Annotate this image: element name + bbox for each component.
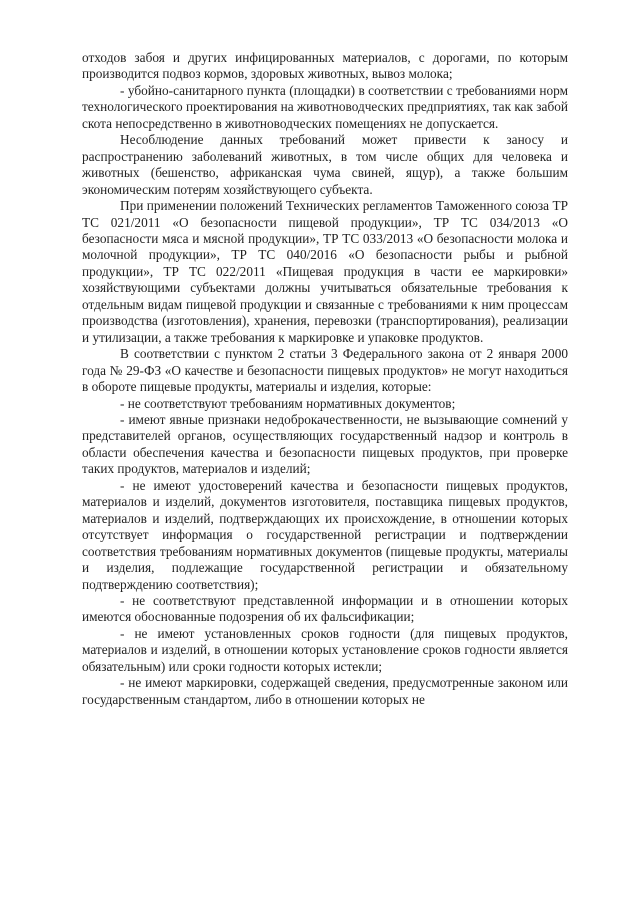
paragraph-federal-law: В соответствии с пунктом 2 статьи 3 Федерального закона от 2 января 2000 года № 29-ФЗ «О качестве и безопасности пищевых продуктов» не могут находиться в обороте пищевые продукты, материалы и изделия, которые: — [82, 346, 568, 395]
paragraph-noncompliance-risk: Несоблюдение данных требований может привести к заносу и распространению заболеваний животных, в том числе общих для человека и животных (бешенство, африканская чума свиней, ящур), а также большим экономическим потерям хозяйствующего субъекта. — [82, 132, 568, 197]
list-item-poor-quality: - имеют явные признаки недоброкачественности, не вызывающие сомнений у представителей органов, осуществляющих государственный надзор и контроль в области обеспечения качества и безопасности пищевых продуктов, при проверке таких продуктов, материалов и изделий; — [82, 411, 568, 477]
list-item-no-certificates: - не имеют удостоверений качества и безопасности пищевых продуктов, материалов и изделий, документов изготовителя, поставщика пищевых продуктов, материалов и изделий, подтверждающих их происхождение, в отношении которых отсутствует информация о государственной регистрации и подтверждении соответствия требованиям нормативных документов (пищевые продукты, материалы и изделия, подлежащие государственной регистрации и обязательному подтверждению соответствия); — [82, 477, 568, 592]
paragraph-waste-roads: отходов забоя и других инфицированных материалов, с дорогами, по которым производится подвоз кормов, здоровых животных, вывоз молока; — [82, 50, 568, 82]
list-item-shelf-life: - не имеют установленных сроков годности (для пищевых продуктов, материалов и изделий, в отношении которых установление сроков годности является обязательным) или сроки годности которых истекли; — [82, 625, 568, 674]
list-item-falsification: - не соответствуют представленной информации и в отношении которых имеются обоснованные подозрения об их фальсификации; — [82, 592, 568, 625]
paragraph-slaughter-point: - убойно-санитарного пункта (площадки) в соответствии с требованиями норм технологического проектирования на животноводческих предприятиях, так как забой скота непосредственно в животноводческих помещениях не допускается. — [82, 82, 568, 131]
paragraph-technical-regulations: При применении положений Технических регламентов Таможенного союза ТР ТС 021/2011 «О безопасности пищевой продукции», ТР ТС 034/2013 «О безопасности мяса и мясной продукции», ТР ТС 033/2013 «О безопасности молока и молочной продукции», ТР ТС 040/2016 «О безопасности рыбы и рыбной продукции», ТР ТС 022/2011 «Пищевая продукция в части ее маркировки» хозяйствующими субъектами должны учитываться обязательные требования к отдельным видам пищевой продукции и связанные с требованиями к ним процессам производства (изготовления), хранения, перевозки (транспортирования), реализации и утилизации, а также требования к маркировке и упаковке продуктов. — [82, 198, 568, 345]
document-body — [82, 50, 568, 708]
list-item-labeling: - не имеют маркировки, содержащей сведения, предусмотренные законом или государственным стандартом, либо в отношении которых не — [82, 675, 568, 707]
list-item-normative-docs: - не соответствуют требованиям нормативных документов; — [120, 395, 456, 411]
